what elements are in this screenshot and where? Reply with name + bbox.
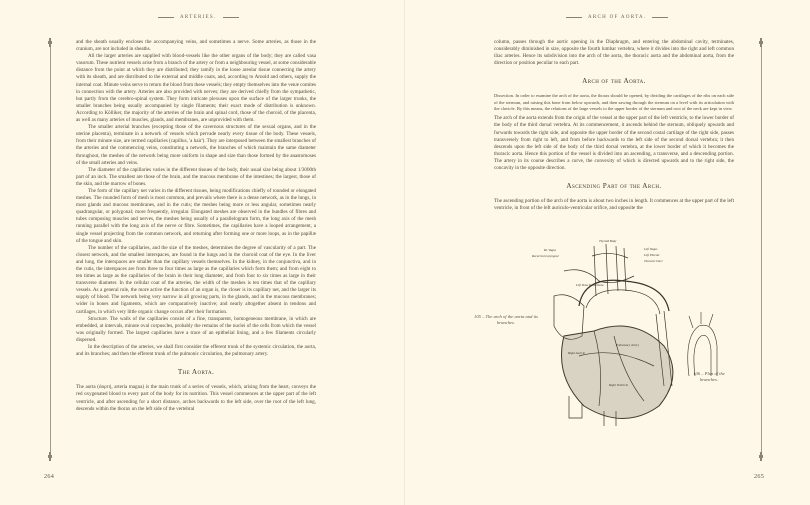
head-rule	[566, 17, 582, 18]
ornament-stem	[761, 47, 762, 452]
left-body-text	[76, 39, 316, 413]
paragraph: In the description of the arteries, we shall first consider the efferent trunk of the systemic circulation, the aorta, and its branches; and then the efferent trunk of the pulmonic circulation, the pulmonary artery.	[76, 344, 316, 358]
dissection-note: Dissection. In order to examine the arch of the aorta, the thorax should be opened, by dividing the cartilages of the ribs on each side of the sternum, and raising this bone from below upwards, and then sawing through the sternum on a level with its articulation with the clavicle. By this means, the relations of the large vessels to the upper border of the sternum and root of the neck are kept in view.	[494, 93, 734, 112]
paragraph: The number of the capillaries, and the size of the meshes, determines the degree of vascularity of a part. The closest network, and the smallest interspaces, are found in the lungs and in the choroid coat of the eye. In the liver and lung, the interspaces are smaller than the capillary vessels themselves. In the kidney, in the conjunctiva, and in the cutis, the interspaces are from three to four times as large as the capillaries which form them; and from eight to ten times as large as the capillaries of the brain in their long diameter, and from four to six times as large in their transverse diameter. In the cellular coat of the arteries, the width of the meshes is ten times that of the capillary vessels. As a general rule, the more active the function of an organ is, the closer is its capillary net, and the larger its supply of blood. The network being very narrow in all growing parts, in the glands, and in the mucous membranes; wider in bones and ligaments, which are comparatively inactive; and nearly altogether absent in tendons and cartilages, in which very little organic change occurs after their formation.	[76, 244, 316, 315]
finial-icon	[759, 38, 763, 47]
section-heading-ascending: Ascending Part of the Arch.	[566, 182, 662, 191]
figure-caption-105: 105 – The arch of the aorta and its branches.	[474, 314, 538, 325]
paragraph: The smaller arterial branches (excepting those of the cavernous structures of the sexual organs, and in the uterine placenta), terminate in a network of vessels which pervade nearly every tissue of the body. These vessels, from their minute size, are termed capillaries (capillus, 'a hair'). They are interposed between the smallest branches of the arteries and the commencing veins, constituting a network, the branches of which maintain the same diameter throughout, the meshes of the network being more uniform in shape and size than those formed by the anastomoses of the small arteries and veins.	[76, 124, 316, 166]
paragraph: and the sheath usually encloses the accompanying veins, and sometimes a nerve. Some arteries, as those in the cranium, are not included in sheaths.	[76, 39, 316, 53]
ornament-stem	[50, 47, 51, 452]
margin-ornament-left	[46, 38, 54, 461]
svg-text:Left Vena Innominata: Left Vena Innominata	[576, 283, 604, 287]
svg-text:Right Auricle: Right Auricle	[568, 351, 586, 355]
section-heading-aorta: The Aorta.	[177, 368, 215, 377]
finial-icon	[759, 452, 763, 461]
aorta-illustration	[524, 236, 724, 428]
paragraph: The ascending portion of the arch of the aorta is about two inches in length. It commences at the upper part of the left ventricle, in front of the left auriculo-ventricular orifice, and opposite the	[494, 198, 734, 212]
right-body-text	[494, 39, 734, 212]
paragraph: Structure. The walls of the capillaries consist of a fine, transparent, homogeneous membrane, in which are embedded, at intervals, minute oval corpuscles, probably the remains of the nuclei of the cells from which the vessel was originally formed. The largest capillaries have a trace of an epithelial lining, and a few filaments circularly dispersed.	[76, 315, 316, 343]
paragraph: All the larger arteries are supplied with blood-vessels like the other organs of the body; they are called vasa vasorum. These nutrient vessels arise from a branch of the artery or from a neighbouring vessel, at some considerable distance from the point at which they are distributed; they ramify in the loose areolar tissue connecting the artery with its sheath, and are distributed to the external and middle coats, and, according to Arnold and others, supply the internal coat. Minute veins serve to return the blood from these vessels; they empty themselves into the venæ comites in connection with the artery. Arteries are also provided with nerves; they are derived chiefly from the sympathetic, but partly from the cerebro-spinal system. They form intricate plexuses upon the surface of the larger trunks, the smaller branches being usually accompanied by single filaments; their exact mode of distribution is unknown. According to Kölliker, the majority of the arteries of the brain and spinal cord, those of the choroid, of the placenta, as well as many arteries of muscles, glands, and membranes, are unprovided with them.	[76, 53, 316, 124]
finial-icon	[48, 452, 52, 461]
head-rule	[223, 17, 239, 18]
svg-text:Left Phrenic: Left Phrenic	[644, 253, 660, 257]
running-head-right	[566, 15, 668, 20]
svg-text:Pulmonary Artery: Pulmonary Artery	[616, 343, 640, 347]
svg-text:Recurrent Laryngeal: Recurrent Laryngeal	[532, 254, 559, 258]
heart-engraving-icon	[524, 236, 724, 428]
svg-text:Left Vagus: Left Vagus	[644, 247, 658, 251]
head-rule	[652, 17, 668, 18]
page-number: 264	[44, 473, 55, 480]
svg-text:Rt. Vagus: Rt. Vagus	[544, 248, 557, 252]
paragraph: The arch of the aorta extends from the origin of the vessel at the upper part of the left ventricle, to the lower border of the body of the third dorsal vertebra. At its commencement, it ascends behind the sternum, obliquely upwards and forwards towards the right side, and opposite the upper border of the second costal cartilage of the right side, passes transversely from right to left, and from before backwards to the left side of the second dorsal vertebra; it then descends upon the left side of the body of the third dorsal vertebra, at the lower border of which it becomes the thoracic aorta. Hence this portion of the vessel is divided into an ascending, a transverse, and a descending portion. The artery in its course describes a curve, the convexity of which is directed upwards and to the right side, the concavity in the opposite direction.	[494, 115, 734, 172]
figure-caption-106: 106 – Plan of the branches.	[693, 371, 725, 382]
paragraph: The form of the capillary net varies in the different tissues, being modifications chiefly of rounded or elongated meshes. The rounded form of mesh is most common, and prevails where there is a dense network, as in the lungs, in most glands and mucous membranes, and in the cutis; the meshes being more or less angular, sometimes nearly quadrangular, or polygonal; more frequently, irregular. Elongated meshes are observed in the bundles of fibres and tubes composing muscles and nerves, the meshes being usually of a parallelogram form, the long axis of the mesh running parallel with the long axis of the nerve or fibre. Sometimes, the capillaries have a looped arrangement, a single vessel projecting from the common network, and returning after forming one or more loops, as in the papillæ of the tongue and skin.	[76, 187, 316, 244]
svg-text:Thyroid Body: Thyroid Body	[599, 239, 617, 243]
page-number: 265	[754, 473, 765, 480]
section-heading-arch: Arch of the Aorta.	[582, 77, 646, 86]
svg-text:Right Ventricle: Right Ventricle	[609, 383, 629, 387]
svg-text:Thoracic Duct: Thoracic Duct	[644, 259, 663, 263]
running-head-left	[158, 15, 239, 20]
head-rule	[158, 17, 174, 18]
paragraph: The aorta (ἀορτή, arteria magna) is the main trunk of a series of vessels, which, arising from the heart, conveys the red oxygenated blood to every part of the body for its nutrition. This vessel commences at the upper part of the left ventricle, and after ascending for a short distance, arches backwards to the left side, over the root of the left lung, descends within the thorax on the left side of the vertebral	[76, 384, 316, 412]
finial-icon	[48, 38, 52, 47]
running-head-text: ARCH OF AORTA.	[588, 15, 647, 20]
paragraph: The diameter of the capillaries varies in the different tissues of the body, their usual size being about 1/3000th part of an inch. The smallest are those of the brain, and the mucous membrane of the intestines; the largest, those of the skin, and the marrow of bones.	[76, 166, 316, 187]
right-page	[405, 0, 810, 505]
running-head-text: ARTERIES.	[180, 15, 217, 20]
paragraph: column, passes through the aortic opening in the Diaphragm, and entering the abdominal cavity, terminates, considerably diminished in size, opposite the fourth lumbar vertebra, where it divides into the right and left common iliac arteries. Hence its subdivision into the arch of the aorta, the thoracic aorta and the abdominal aorta, from the direction or position peculiar to each part.	[494, 39, 734, 67]
margin-ornament-right	[757, 38, 765, 461]
